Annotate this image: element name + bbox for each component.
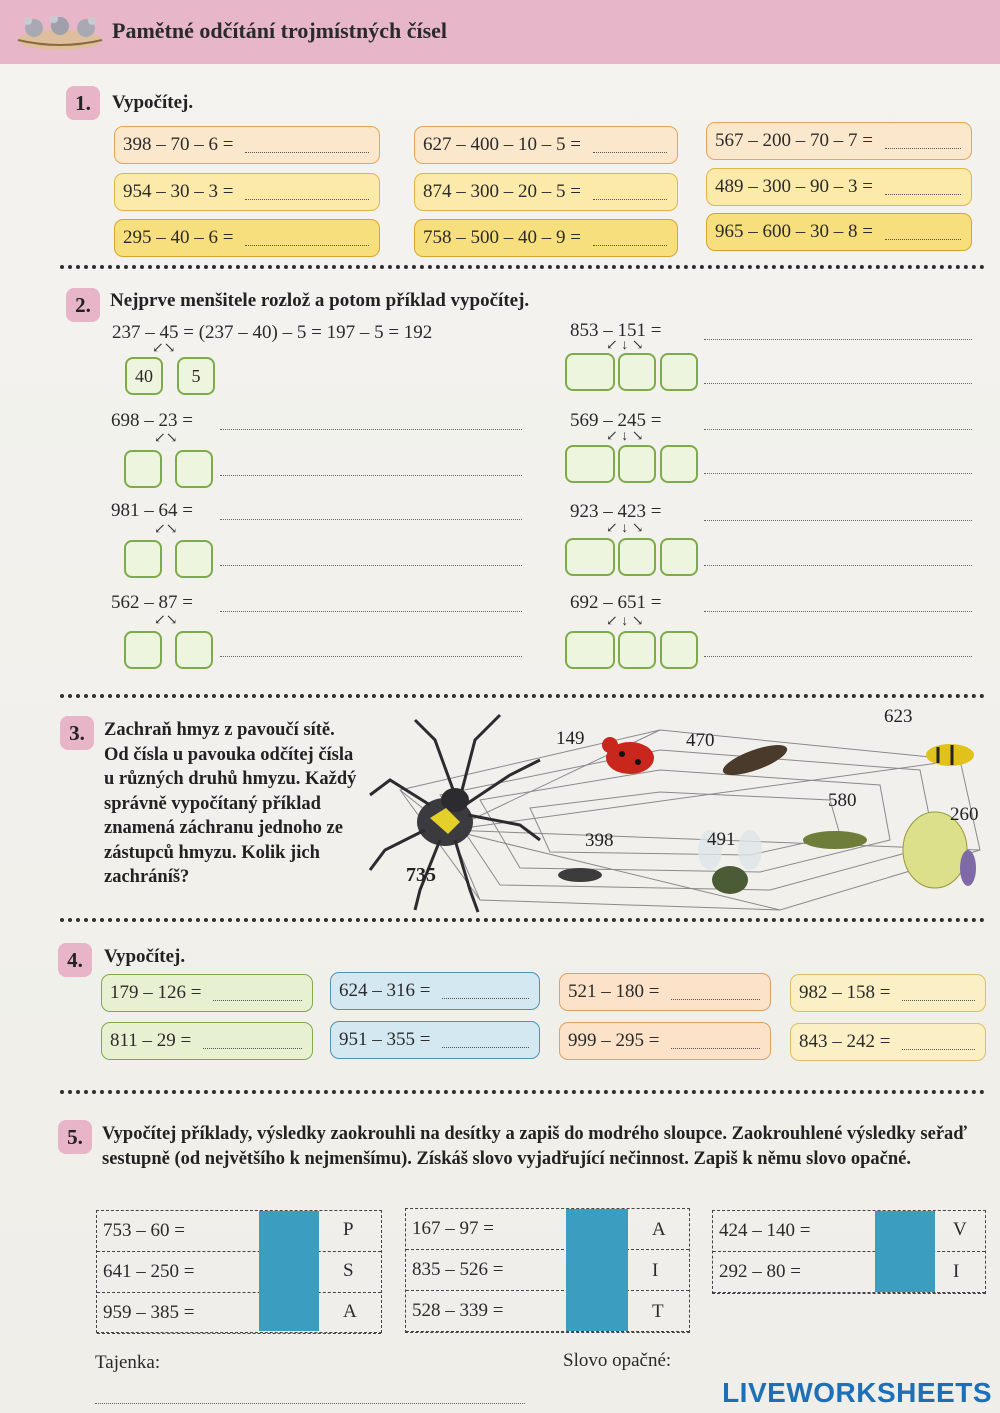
split-arrows-icon: ↙↘ <box>154 613 178 628</box>
split-arrows-icon: ↙ ↓ ↘ <box>606 338 644 353</box>
answer-line[interactable] <box>442 984 529 999</box>
table-row <box>97 1211 381 1252</box>
ex2-task-text: 562 – 87 = <box>111 592 193 613</box>
section-divider <box>60 1090 985 1094</box>
answer-line[interactable] <box>704 564 972 566</box>
task-text: 959 – 385 = <box>103 1302 195 1323</box>
task-text: 982 – 158 = <box>799 982 891 1003</box>
insect-number: 491 <box>707 829 736 850</box>
decompose-box[interactable] <box>175 540 213 578</box>
ex2-task-text: 853 – 151 = <box>570 320 662 341</box>
decompose-box[interactable] <box>618 631 656 669</box>
exercise-2-instruction: Nejprve menšitele rozlož a potom příklad vypočítej. <box>110 290 530 311</box>
exercise-4-number: 4. <box>58 943 92 977</box>
task-text: 624 – 316 = <box>339 980 431 1001</box>
ex2-task-text: 981 – 64 = <box>111 500 193 521</box>
ex4-task[interactable] <box>559 1022 771 1060</box>
task-text: 489 – 300 – 90 – 3 = <box>715 176 873 197</box>
answer-line[interactable] <box>704 338 972 340</box>
table-row <box>406 1209 689 1250</box>
task-text: 295 – 40 – 6 = <box>123 227 234 248</box>
ex2-example: 237 – 45 = (237 – 40) – 5 = 197 – 5 = 192 <box>112 322 433 343</box>
split-arrows-icon: ↙ ↓ ↘ <box>606 521 644 536</box>
split-arrows-icon: ↙ ↓ ↘ <box>606 614 644 629</box>
task-text: 179 – 126 = <box>110 982 202 1003</box>
answer-line[interactable] <box>213 986 302 1001</box>
answer-line[interactable] <box>220 610 522 612</box>
exercise-3-number: 3. <box>60 716 94 750</box>
section-divider <box>60 694 985 698</box>
exercise-3-instruction: Zachraň hmyz z pavoučí sítě. Od čísla u pavouka odčítej čísla u různých druhů hmyzu. Každý správně vypočítaný příklad znamená záchranu jednoho ze zástupců hmyzu. Kolik jich zachráníš? <box>104 720 357 887</box>
section-divider <box>60 918 985 922</box>
ex2-task-text: 569 – 245 = <box>570 410 662 431</box>
table-row <box>713 1211 985 1252</box>
spider-icon <box>370 715 540 912</box>
answer-letter: A <box>343 1301 357 1322</box>
answer-line[interactable] <box>593 231 667 246</box>
ex4-task[interactable] <box>559 973 771 1011</box>
answer-letter: I <box>953 1261 960 1282</box>
task-text: 528 – 339 = <box>412 1300 504 1321</box>
spider-web-illustration <box>360 700 1000 920</box>
answer-line[interactable] <box>593 185 667 200</box>
insect-number: 260 <box>950 804 979 825</box>
answer-line[interactable] <box>220 655 522 657</box>
task-text: 567 – 200 – 70 – 7 = <box>715 130 873 151</box>
ex4-task[interactable] <box>790 1023 986 1061</box>
answer-line[interactable] <box>220 564 522 566</box>
answer-line[interactable] <box>704 655 972 657</box>
answer-line[interactable] <box>902 986 975 1001</box>
exercise-5-number: 5. <box>58 1120 92 1154</box>
split-arrows-icon: ↙↘ <box>154 431 178 446</box>
table-row <box>406 1250 689 1291</box>
table-row <box>713 1252 985 1293</box>
task-text: 758 – 500 – 40 – 9 = <box>423 227 581 248</box>
ex1-task[interactable] <box>414 126 678 164</box>
exercise-1-instruction: Vypočítej. <box>112 92 194 113</box>
table-row <box>97 1293 381 1334</box>
spider-number: 735 <box>406 864 436 886</box>
tajenka-answer-line[interactable] <box>95 1402 525 1404</box>
decompose-box[interactable] <box>124 631 162 669</box>
answer-line[interactable] <box>220 474 522 476</box>
ex4-task[interactable] <box>330 1021 540 1059</box>
tajenka-label: Tajenka: <box>95 1352 161 1373</box>
decompose-box[interactable] <box>124 540 162 578</box>
insect-number: 623 <box>884 706 913 727</box>
task-text: 811 – 29 = <box>110 1030 192 1051</box>
decompose-box[interactable] <box>618 353 656 391</box>
insect-icon <box>558 868 602 882</box>
exercise-2-number: 2. <box>66 288 100 322</box>
split-arrows-icon: ↙ ↓ ↘ <box>606 429 644 444</box>
task-text: 292 – 80 = <box>719 1261 801 1282</box>
page-title: Pamětné odčítání trojmístných čísel <box>112 18 448 43</box>
decompose-box[interactable] <box>565 631 615 669</box>
decompose-box[interactable] <box>660 538 698 576</box>
decompose-box[interactable] <box>618 538 656 576</box>
task-text: 521 – 180 = <box>568 981 660 1002</box>
answer-line[interactable] <box>885 180 961 195</box>
answer-line[interactable] <box>704 382 972 384</box>
page-header <box>0 0 1000 64</box>
ex1-task[interactable] <box>414 219 678 257</box>
example-part-box: 40 <box>125 357 163 395</box>
answer-letter: V <box>953 1219 967 1240</box>
answer-line[interactable] <box>245 231 369 246</box>
task-text: 965 – 600 – 30 – 8 = <box>715 221 873 242</box>
insect-number: 398 <box>585 830 614 851</box>
rounding-table <box>712 1210 986 1294</box>
decompose-box[interactable] <box>660 445 698 483</box>
liveworksheets-logo: LIVEWORKSHEETS <box>722 1377 992 1408</box>
ex1-task[interactable] <box>414 173 678 211</box>
task-text: 951 – 355 = <box>339 1029 431 1050</box>
task-text: 999 – 295 = <box>568 1030 660 1051</box>
ex4-task[interactable] <box>101 974 313 1012</box>
answer-line[interactable] <box>671 985 760 1000</box>
answer-line[interactable] <box>885 134 961 149</box>
decompose-box[interactable] <box>660 631 698 669</box>
ex1-task[interactable] <box>706 168 972 206</box>
opposite-word-label: Slovo opačné: <box>563 1350 672 1371</box>
task-text: 954 – 30 – 3 = <box>123 181 234 202</box>
answer-cell[interactable] <box>875 1211 935 1292</box>
exercise-1-number: 1. <box>66 86 100 120</box>
table-row <box>97 1252 381 1293</box>
ex4-task[interactable] <box>330 972 540 1010</box>
ex1-task[interactable] <box>706 122 972 160</box>
answer-line[interactable] <box>245 138 369 153</box>
decompose-box[interactable] <box>565 538 615 576</box>
ex1-task[interactable] <box>114 126 380 164</box>
rounding-table <box>405 1208 690 1333</box>
answer-line[interactable] <box>704 428 972 430</box>
decompose-box[interactable] <box>565 445 615 483</box>
decompose-box[interactable] <box>175 450 213 488</box>
decompose-box[interactable] <box>565 353 615 391</box>
exercise-4-instruction: Vypočítej. <box>104 946 186 967</box>
ex2-task-text: 692 – 651 = <box>570 592 662 613</box>
answer-line[interactable] <box>704 472 972 474</box>
decompose-box[interactable] <box>660 353 698 391</box>
answer-letter: P <box>343 1219 354 1240</box>
task-text: 843 – 242 = <box>799 1031 891 1052</box>
answer-line[interactable] <box>704 610 972 612</box>
wasp-icon <box>926 744 974 766</box>
task-text: 874 – 300 – 20 – 5 = <box>423 181 581 202</box>
decompose-box[interactable] <box>175 631 213 669</box>
answer-letter: T <box>652 1301 664 1322</box>
task-text: 167 – 97 = <box>412 1218 494 1239</box>
rounding-table <box>96 1210 382 1333</box>
example-part-box: 5 <box>177 357 215 395</box>
ladybug-icon <box>602 737 654 774</box>
table-row <box>406 1291 689 1332</box>
answer-line[interactable] <box>245 185 369 200</box>
answer-line[interactable] <box>203 1034 302 1049</box>
ex4-task[interactable] <box>101 1022 313 1060</box>
answer-line[interactable] <box>220 428 522 430</box>
answer-line[interactable] <box>220 518 522 520</box>
section-divider <box>60 265 985 269</box>
grasshopper-icon <box>803 831 867 849</box>
mice-illustration <box>14 10 106 54</box>
exercise-5-instruction: Vypočítej příklady, výsledky zaokrouhli na desítky a zapiš do modrého sloupce. Zaokrouhlené výsledky seřaď sestupně (od největšího k nejmenšímu). Získáš slovo vyjadřující nečinnost. Zapiš k němu slovo opačné. <box>102 1124 967 1169</box>
answer-letter: I <box>652 1260 659 1281</box>
ex1-task[interactable] <box>114 219 380 257</box>
answer-line[interactable] <box>885 225 961 240</box>
insect-number: 470 <box>686 730 715 751</box>
task-text: 835 – 526 = <box>412 1259 504 1280</box>
answer-line[interactable] <box>902 1035 975 1050</box>
answer-line[interactable] <box>593 138 667 153</box>
task-text: 641 – 250 = <box>103 1261 195 1282</box>
insect-number: 149 <box>556 728 585 749</box>
split-arrows-icon: ↙↘ <box>152 341 176 356</box>
answer-cell[interactable] <box>566 1209 628 1331</box>
ex1-task[interactable] <box>114 173 380 211</box>
task-text: 627 – 400 – 10 – 5 = <box>423 134 581 155</box>
decompose-box[interactable] <box>618 445 656 483</box>
answer-line[interactable] <box>671 1034 760 1049</box>
answer-letter: S <box>343 1260 354 1281</box>
task-text: 753 – 60 = <box>103 1220 185 1241</box>
decompose-box[interactable] <box>124 450 162 488</box>
ex1-task[interactable] <box>706 213 972 251</box>
ex2-task-text: 923 – 423 = <box>570 501 662 522</box>
ex4-task[interactable] <box>790 974 986 1012</box>
answer-line[interactable] <box>442 1033 529 1048</box>
insect-number: 580 <box>828 790 857 811</box>
ex2-task-text: 698 – 23 = <box>111 410 193 431</box>
answer-cell[interactable] <box>259 1211 319 1331</box>
task-text: 398 – 70 – 6 = <box>123 134 234 155</box>
answer-line[interactable] <box>704 519 972 521</box>
answer-letter: A <box>652 1219 666 1240</box>
split-arrows-icon: ↙↘ <box>154 522 178 537</box>
task-text: 424 – 140 = <box>719 1220 811 1241</box>
earwig-icon <box>720 739 791 781</box>
